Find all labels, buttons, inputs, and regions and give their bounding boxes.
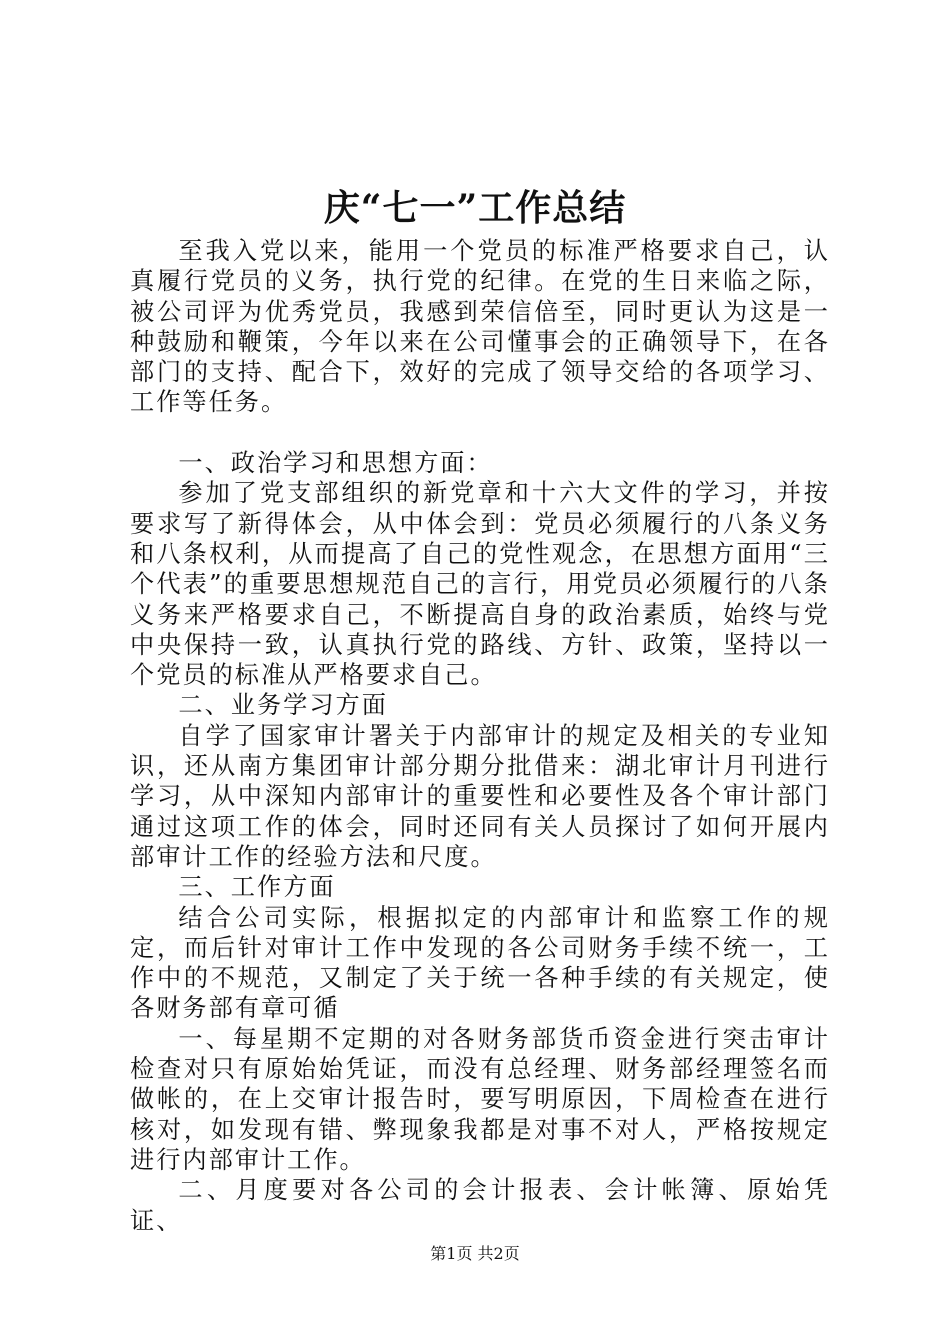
work-item-one: 一、每星期不定期的对各财务部货币资金进行突击审计检查对只有原始始凭证，而没有总经理、财务部经理签名而做帐的，在上交审计报告时，要写明原因，下周检查在进行核对，如发现有错、弊现象我都是对事不对人，严格按规定进行内部审计工作。	[130, 1024, 830, 1174]
document-body	[130, 236, 830, 1236]
page-number: 第1页 共2页	[430, 1244, 520, 1263]
section-heading-political: 一、政治学习和思想方面：	[178, 449, 493, 478]
business-paragraph: 自学了国家审计署关于内部审计的规定及相关的专业知识，还从南方集团审计部分期分批借来：湖北审计月刊进行学习，从中深知内部审计的重要性和必要性及各个审计部门通过这项工作的体会，同时还同有关人员探讨了如何开展内部审计工作的经验方法和尺度。	[130, 721, 830, 871]
document-title: 庆“七一”工作总结	[323, 187, 627, 229]
political-paragraph: 参加了党支部组织的新党章和十六大文件的学习，并按要求写了新得体会，从中体会到：党员必须履行的八条义务和八条权利，从而提高了自己的党性观念，在思想方面用“三个代表”的重要思想规范自己的言行，用党员必须履行的八条义务来严格要求自己，不断提高自身的政治素质，始终与党中央保持一致，认真执行党的路线、方针、政策，坚持以一个党员的标准从严格要求自己。	[130, 479, 830, 690]
work-item-two: 二、月度要对各公司的会计报表、会计帐簿、原始凭证、	[130, 1176, 830, 1235]
work-paragraph: 结合公司实际，根据拟定的内部审计和监察工作的规定，而后针对审计工作中发现的各公司财务手续不统一，工作中的不规范，又制定了关于统一各种手续的有关规定，使各财务部有章可循	[130, 903, 830, 1023]
section-heading-work: 三、工作方面	[178, 873, 336, 902]
intro-paragraph: 至我入党以来，能用一个党员的标准严格要求自己，认真履行党员的义务，执行党的纪律。在党的生日来临之际，被公司评为优秀党员，我感到荣信倍至，同时更认为这是一种鼓励和鞭策，今年以来在公司懂事会的正确领导下，在各部门的支持、配合下，效好的完成了领导交给的各项学习、工作等任务。	[130, 237, 830, 417]
section-heading-business: 二、业务学习方面	[178, 691, 388, 720]
